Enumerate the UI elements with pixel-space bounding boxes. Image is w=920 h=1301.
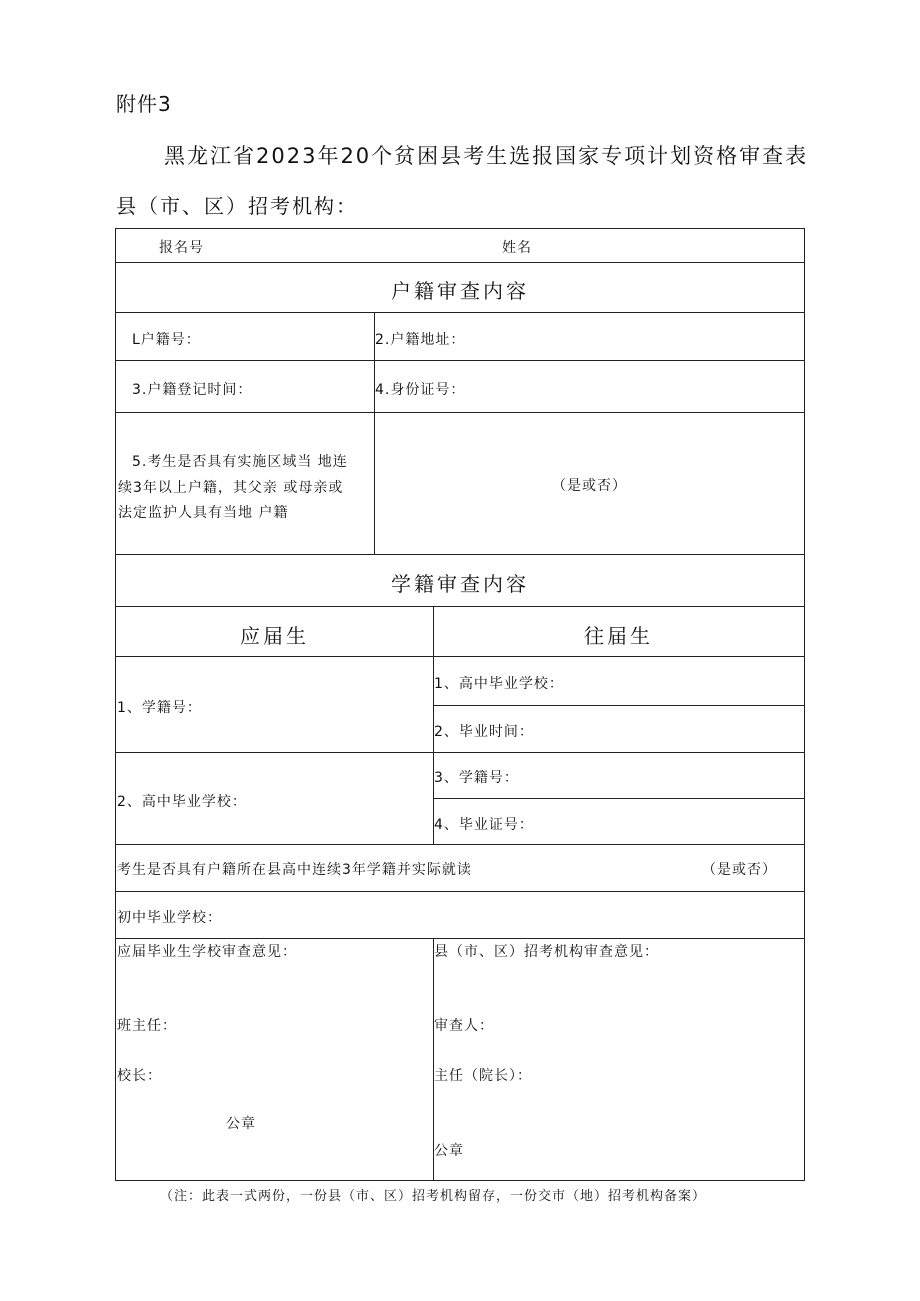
past-student-number-field: 3、学籍号： xyxy=(434,770,519,786)
past-graduation-time-field: 2、毕业时间： xyxy=(434,724,534,740)
current-high-school-field: 2、高中毕业学校： xyxy=(117,794,247,810)
name-label: 姓名 xyxy=(502,240,532,256)
past-high-school-field: 1、高中毕业学校： xyxy=(434,676,564,692)
hukou-number-field: L户籍号： xyxy=(132,332,201,348)
residency-answer-hint: （是或否） xyxy=(552,478,627,494)
current-student-number-field: 1、学籍号： xyxy=(117,700,202,716)
school-opinion-title: 应届毕业生学校审查意见： xyxy=(117,944,297,960)
study-continuity-question: 考生是否具有户籍所在县高中连续3年学籍并实际就读 xyxy=(117,862,472,878)
county-opinion-title: 县（市、区）招考机构审查意见： xyxy=(434,944,659,960)
past-graduate-heading: 往届生 xyxy=(584,624,653,648)
class-teacher-field: 班主任： xyxy=(117,1018,177,1034)
household-section-title: 户籍审查内容 xyxy=(391,279,529,303)
residency-question-line1: 5.考生是否具有实施区域当 地连 xyxy=(132,454,348,470)
residency-question-line3: 法定监护人具有当地 户籍 xyxy=(118,505,289,521)
footnote: （注：此表一式两份，一份县（市、区）招考机构留存，一份交市（地）招考机构备案） xyxy=(160,1189,707,1204)
review-form-table xyxy=(115,228,805,1181)
school-official-seal: 公章 xyxy=(226,1116,256,1132)
current-graduate-heading: 应届生 xyxy=(240,624,309,648)
principal-field: 校长： xyxy=(117,1068,162,1084)
id-number-field: 4.身份证号： xyxy=(375,382,466,398)
attachment-label: 附件3 xyxy=(116,92,172,116)
org-label: 县（市、区）招考机构： xyxy=(116,194,358,218)
past-diploma-number-field: 4、毕业证号： xyxy=(434,817,534,833)
school-section-title: 学籍审查内容 xyxy=(391,572,529,596)
registration-number-label: 报名号 xyxy=(159,240,204,256)
study-continuity-answer-hint: （是或否） xyxy=(702,862,777,878)
hukou-address-field: 2.户籍地址： xyxy=(375,332,466,348)
residency-question-line2: 续3年以上户籍，其父亲 或母亲或 xyxy=(118,480,344,496)
director-field: 主任（院长）： xyxy=(434,1068,532,1084)
county-official-seal: 公章 xyxy=(434,1143,464,1159)
form-title: 黑龙江省2023年20个贫困县考生选报国家专项计划资格审查表 xyxy=(164,144,809,168)
reviewer-field: 审查人： xyxy=(434,1018,494,1034)
hukou-registration-time-field: 3.户籍登记时间： xyxy=(132,382,253,398)
junior-high-school-field: 初中毕业学校： xyxy=(117,910,222,926)
